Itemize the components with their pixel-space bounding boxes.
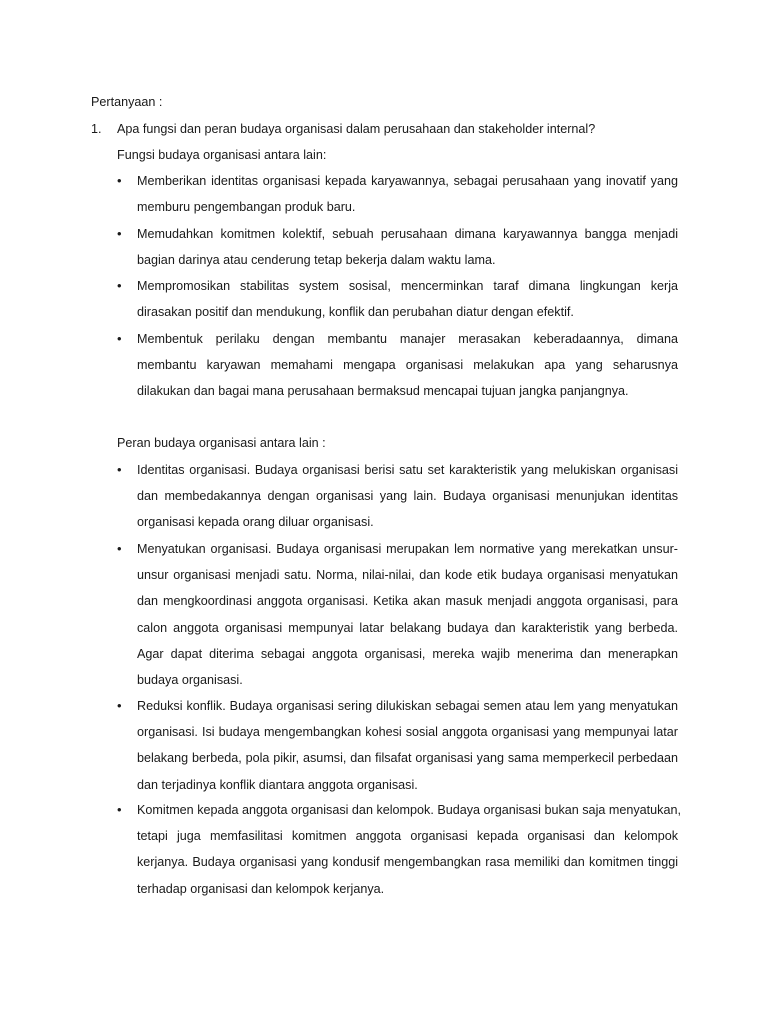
peran-item-3-line-4: dan terjadinya konflik diantara anggota organisasi. xyxy=(137,777,418,792)
peran-item-4 xyxy=(137,797,681,902)
peran-heading: Peran budaya organisasi antara lain : xyxy=(117,436,326,450)
peran-item-4-line-4: terhadap organisasi dan kelompok kerjanya. xyxy=(137,881,385,896)
peran-item-4-line-3: kerjanya. Budaya organisasi yang kondusif mengembangkan rasa memiliki dan komitmen tinggi xyxy=(137,855,678,870)
peran-item-1-line-3: organisasi kepada orang diluar organisasi. xyxy=(137,515,374,530)
peran-item-1-line-2: dan membedakannya dengan organisasi yang lain. Budaya organisasi menunjukan identitas xyxy=(137,489,678,504)
fungsi-item-4-line-2: membantu karyawan memahami mengapa organisasi melakukan apa yang seharusnya xyxy=(137,358,678,373)
fungsi-item-4-line-3: dilakukan dan bagai mana perusahaan bermaksud mencapai tujuan jangka panjangnya. xyxy=(137,384,629,399)
peran-item-2-line-4: calon anggota organisasi mempunyai latar belakang budaya dan karakteristik yang berbeda. xyxy=(137,620,678,635)
fungsi-item-2-line-2: bagian darinya atau cenderung tetap bekerja dalam waktu lama. xyxy=(137,253,496,268)
bullet-icon: • xyxy=(117,802,122,817)
fungsi-heading: Fungsi budaya organisasi antara lain: xyxy=(117,148,327,162)
fungsi-item-1-line-1: Memberikan identitas organisasi kepada karyawannya, sebagai perusahaan yang inovatif yang xyxy=(137,174,678,188)
bullet-icon: • xyxy=(117,226,122,241)
peran-item-4-line-2: tetapi juga memfasilitasi komitmen anggota organisasi kepada organisasi dan kelompok xyxy=(137,829,678,844)
peran-item-3-line-3: belakang berbeda, pola pikir, asumsi, dan filsafat organisasi yang sama memperkecil perbedaan xyxy=(137,751,678,766)
question-text: Apa fungsi dan peran budaya organisasi dalam perusahaan dan stakeholder internal? xyxy=(117,122,596,136)
bullet-icon: • xyxy=(117,698,122,713)
peran-item-2-line-1: Menyatukan organisasi. Budaya organisasi merupakan lem normative yang merekatkan unsur- xyxy=(137,542,678,556)
fungsi-item-4-line-1: Membentuk perilaku dengan membantu manajer merasakan keberadaannya, dimana xyxy=(137,332,678,346)
fungsi-item-2-line-1: Memudahkan komitmen kolektif, sebuah perusahaan dimana karyawannya bangga menjadi xyxy=(137,227,678,241)
peran-item-2-line-5: Agar dapat diterima sebagai anggota organisasi, mereka wajib menerima dan menerapkan xyxy=(137,646,678,661)
fungsi-item-3-line-2: dirasakan positif dan mendukung, konflik dan perubahan diatur dengan efektif. xyxy=(137,305,574,320)
question-number: 1. xyxy=(91,122,102,136)
fungsi-item-1 xyxy=(137,168,678,220)
peran-item-1-line-1: Identitas organisasi. Budaya organisasi berisi satu set karakteristik yang melukiskan organisasi xyxy=(137,463,678,477)
peran-item-1 xyxy=(137,457,678,536)
fungsi-item-3-line-1: Mempromosikan stabilitas system sosisal, mencerminkan taraf dimana lingkungan kerja xyxy=(137,279,678,293)
fungsi-item-2 xyxy=(137,221,678,273)
bullet-icon: • xyxy=(117,173,122,188)
bullet-icon: • xyxy=(117,462,122,477)
peran-item-3-line-1: Reduksi konflik. Budaya organisasi sering dilukiskan sebagai semen atau lem yang menyatukan xyxy=(137,699,678,713)
bullet-icon: • xyxy=(117,541,122,556)
peran-item-2-line-6: budaya organisasi. xyxy=(137,673,243,688)
peran-item-3 xyxy=(137,693,678,798)
fungsi-item-4 xyxy=(137,326,678,405)
peran-item-2 xyxy=(137,536,678,693)
peran-item-2-line-3: dan mengkoordinasi anggota organisasi. Ketika akan masuk menjadi anggota organisasi, para xyxy=(137,594,678,609)
peran-item-2-line-2: unsur organisasi menjadi satu. Norma, nilai-nilai, dan kode etik budaya organisasi menyatukan xyxy=(137,568,678,583)
document-heading: Pertanyaan : xyxy=(91,95,163,109)
peran-item-4-line-1: Komitmen kepada anggota organisasi dan kelompok. Budaya organisasi bukan saja menyatukan, xyxy=(137,803,681,817)
fungsi-item-3 xyxy=(137,273,678,325)
peran-item-3-line-2: organisasi. Isi budaya mengembangkan kohesi sosial anggota organisasi yang mempunyai latar xyxy=(137,725,678,740)
bullet-icon: • xyxy=(117,278,122,293)
fungsi-item-1-line-2: memburu pengembangan produk baru. xyxy=(137,200,356,215)
bullet-icon: • xyxy=(117,331,122,346)
